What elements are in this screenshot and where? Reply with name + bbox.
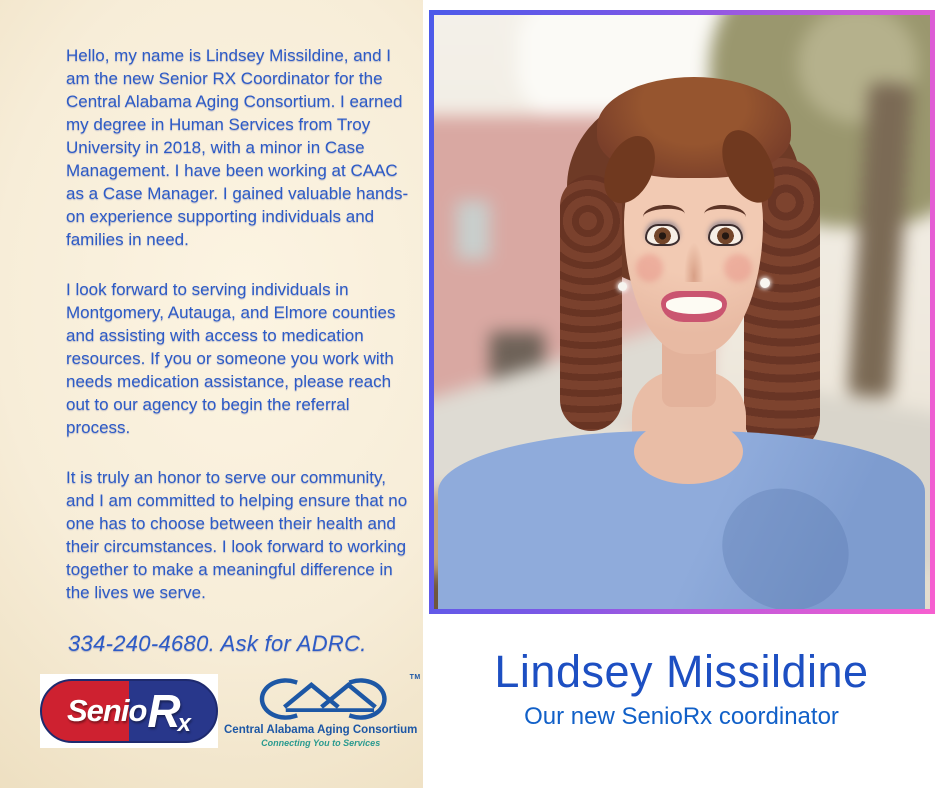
portrait-hair-curl-left [560,175,622,430]
photo-panel [423,0,940,788]
seniorx-pill-icon: Senio R x [40,679,218,743]
caac-logo-name: Central Alabama Aging Consortium [224,724,418,736]
intro-paragraph-1: Hello, my name is Lindsey Missildine, and I am the new Senior RX Coordinator for the Central Alabama Aging Consortium. I earned my degree in Human Services from Troy University in 2018, with a minor in Case Management. I have been working at CAAC as a Case Manager. I gained valuable hands-on experience supporting individuals and families in need. [66,46,409,249]
intro-text-block [40,44,409,604]
seniorx-logo-x: x [177,710,191,737]
person-subtitle: Our new SenioRx coordinator [524,703,839,730]
portrait-eye [708,224,743,246]
earring-icon [618,282,627,291]
seniorx-logo-text: Senio [67,693,147,728]
caac-logo-tagline: Connecting You to Services [261,738,381,748]
portrait-person [434,15,930,609]
intro-paragraph-2: I look forward to serving individuals in Montgomery, Autauga, and Elmore counties and assisting with access to medication resources. If you or someone you work with needs medication assistance, please reach out to our agency to begin the referral process. [66,280,396,437]
caac-rooftops-icon [233,674,421,722]
portrait-smile [661,291,728,322]
portrait-photo [434,15,930,609]
seniorx-logo [40,674,218,748]
earring-icon [760,278,770,288]
phone-line: 334-240-4680. Ask for ADRC. [68,631,367,656]
person-name: Lindsey Missildine [494,646,869,697]
portrait-eye [645,224,680,246]
logo-row [40,674,421,748]
caac-logo [224,674,421,748]
intro-paragraph-3: It is truly an honor to serve our community, and I am committed to helping ensure that no one has to choose between their health and their circumstances. I look forward to working together to make a meaningful difference in the lives we serve. [66,468,408,602]
caac-trademark: TM [409,674,421,681]
photo-frame [429,10,935,614]
intro-panel [0,0,423,788]
